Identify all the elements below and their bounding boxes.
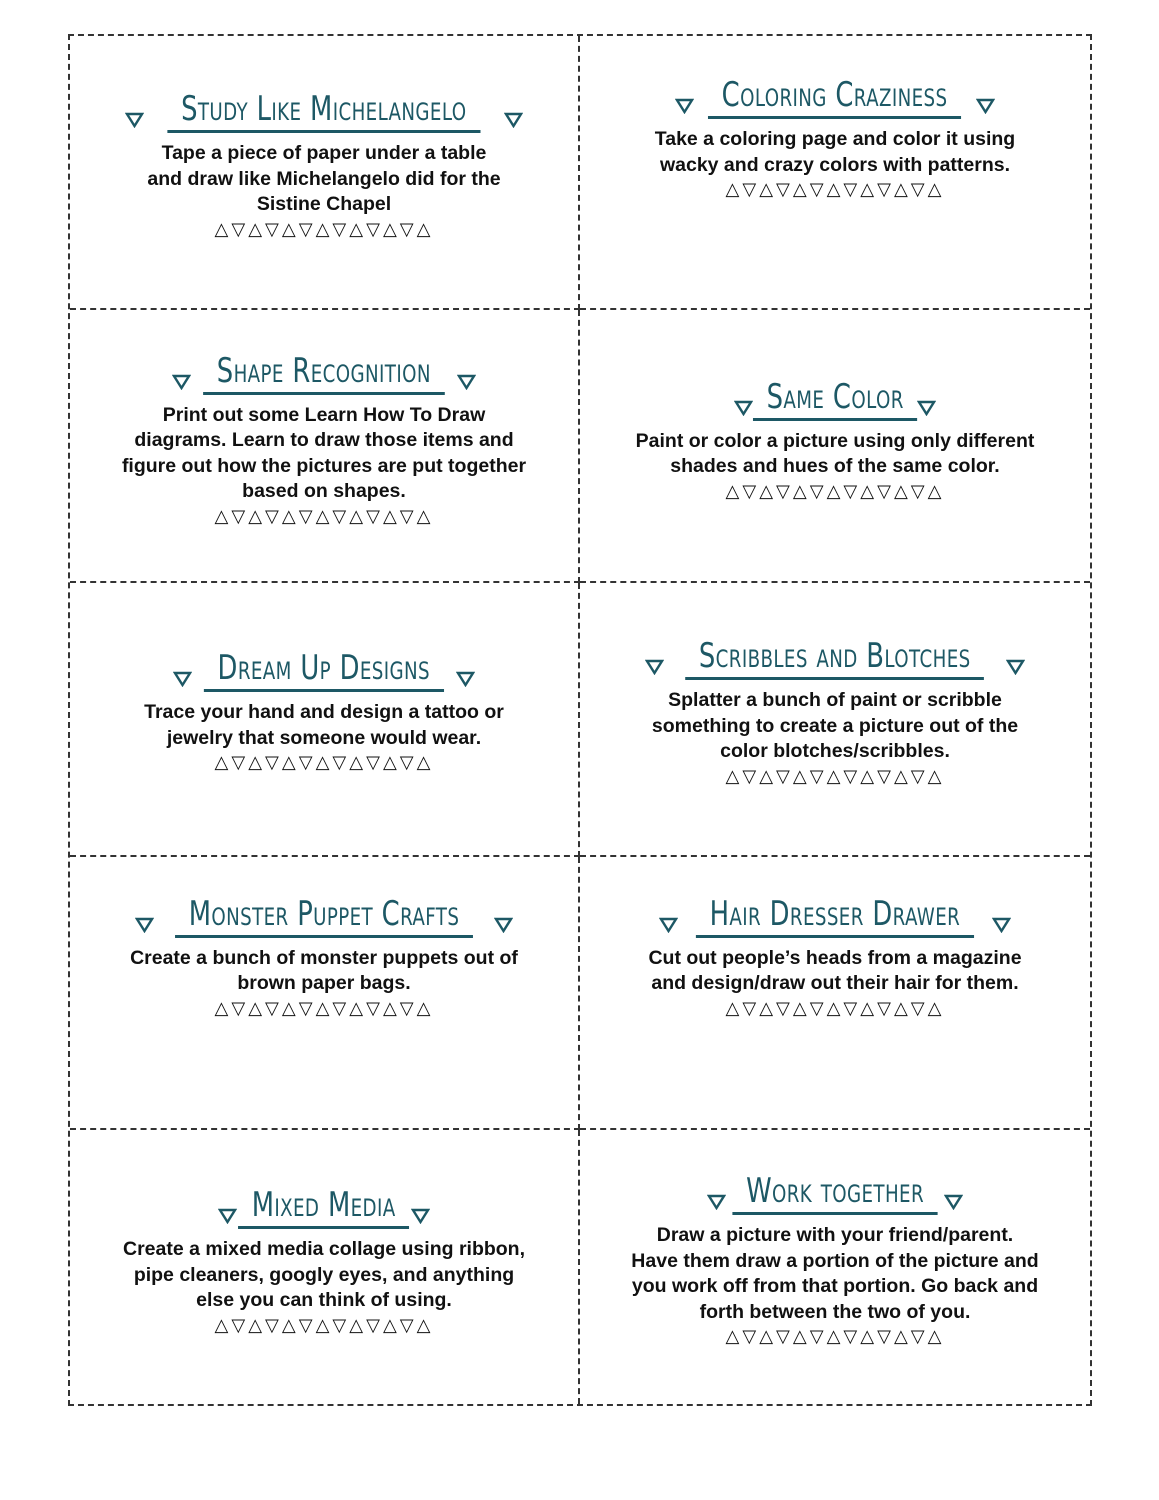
activity-card-sheet xyxy=(68,34,1092,1406)
card-title: Monster Puppet Crafts xyxy=(175,893,473,938)
card-title-row xyxy=(123,88,525,133)
down-triangle-icon xyxy=(218,1208,237,1224)
triangle-border: △▽△▽△▽△▽△▽△▽△ xyxy=(214,997,434,1019)
card-title-row xyxy=(673,74,996,119)
activity-card xyxy=(70,310,580,584)
card-title-row xyxy=(643,635,1026,680)
down-triangle-icon xyxy=(659,917,678,933)
triangle-border: △▽△▽△▽△▽△▽△▽△ xyxy=(214,505,434,527)
down-triangle-icon xyxy=(992,917,1011,933)
activity-card xyxy=(580,583,1090,857)
card-title: Work together xyxy=(732,1170,937,1215)
card-title-row xyxy=(133,893,515,938)
triangle-border: △▽△▽△▽△▽△▽△▽△ xyxy=(725,480,945,502)
card-title: Study Like Michelangelo xyxy=(168,88,481,133)
triangle-border: △▽△▽△▽△▽△▽△▽△ xyxy=(214,218,434,240)
down-triangle-icon xyxy=(135,917,154,933)
card-description: Print out some Learn How To Draw diagrams. Learn to draw those items and figure out how the pictures are put together based on shapes. xyxy=(121,403,527,503)
card-title: Shape Recognition xyxy=(203,350,444,395)
triangle-border: △▽△▽△▽△▽△▽△▽△ xyxy=(725,179,945,200)
card-description: Cut out people’s heads from a magazine and design/draw out their hair for them. xyxy=(648,946,1022,995)
card-description: Take a coloring page and color it using wacky and crazy colors with patterns. xyxy=(654,128,1016,176)
card-title-row xyxy=(657,893,1013,938)
card-title: Same Color xyxy=(753,376,917,421)
triangle-border: △▽△▽△▽△▽△▽△▽△ xyxy=(214,1314,434,1336)
triangle-border: △▽△▽△▽△▽△▽△▽△ xyxy=(725,765,945,787)
card-title-row xyxy=(705,1170,965,1215)
activity-card xyxy=(70,857,580,1131)
card-description: Draw a picture with your friend/parent. Have them draw a portion of the picture and you work off from that portion. Go back and forth between the two of you. xyxy=(631,1224,1039,1323)
card-description: Trace your hand and design a tattoo or jewelry that someone would wear. xyxy=(144,701,504,749)
down-triangle-icon xyxy=(645,659,664,675)
triangle-border: △▽△▽△▽△▽△▽△▽△ xyxy=(725,997,945,1019)
card-description: Paint or color a picture using only different shades and hues of the same color. xyxy=(635,429,1035,478)
down-triangle-icon xyxy=(944,1194,963,1210)
down-triangle-icon xyxy=(456,671,475,687)
card-description: Tape a piece of paper under a table and draw like Michelangelo did for the Sistine Chapel xyxy=(147,142,501,215)
activity-card xyxy=(580,310,1090,584)
down-triangle-icon xyxy=(504,112,523,128)
activity-card xyxy=(580,36,1090,310)
triangle-border: △▽△▽△▽△▽△▽△▽△ xyxy=(214,752,434,774)
card-title-row xyxy=(171,647,477,692)
down-triangle-icon xyxy=(734,400,753,416)
down-triangle-icon xyxy=(173,671,192,687)
down-triangle-icon xyxy=(707,1194,726,1210)
card-title: Dream Up Designs xyxy=(204,647,444,692)
triangle-border: △▽△▽△▽△▽△▽△▽△ xyxy=(725,1326,945,1348)
activity-card xyxy=(580,857,1090,1131)
down-triangle-icon xyxy=(494,917,513,933)
card-title: Mixed Media xyxy=(238,1184,409,1229)
card-title-row xyxy=(732,376,938,421)
activity-card xyxy=(580,1130,1090,1404)
down-triangle-icon xyxy=(411,1208,430,1224)
activity-card xyxy=(70,36,580,310)
down-triangle-icon xyxy=(125,112,144,128)
down-triangle-icon xyxy=(1006,659,1025,675)
activity-card xyxy=(70,1130,580,1404)
down-triangle-icon xyxy=(917,400,936,416)
card-description: Create a bunch of monster puppets out of brown paper bags. xyxy=(130,946,518,995)
down-triangle-icon xyxy=(976,98,995,114)
card-title: Hair Dresser Drawer xyxy=(696,893,974,938)
card-description: Create a mixed media collage using ribbon, pipe cleaners, googly eyes, and anything else you can think of using. xyxy=(122,1238,526,1312)
down-triangle-icon xyxy=(457,374,476,390)
down-triangle-icon xyxy=(675,98,694,114)
activity-card xyxy=(70,583,580,857)
card-title: Scribbles and Blotches xyxy=(685,635,984,680)
card-title-row xyxy=(170,350,478,395)
card-title-row xyxy=(216,1184,431,1229)
card-description: Splatter a bunch of paint or scribble something to create a picture out of the color blotches/scribbles. xyxy=(651,689,1019,763)
down-triangle-icon xyxy=(172,374,191,390)
card-title: Coloring Craziness xyxy=(708,74,961,119)
